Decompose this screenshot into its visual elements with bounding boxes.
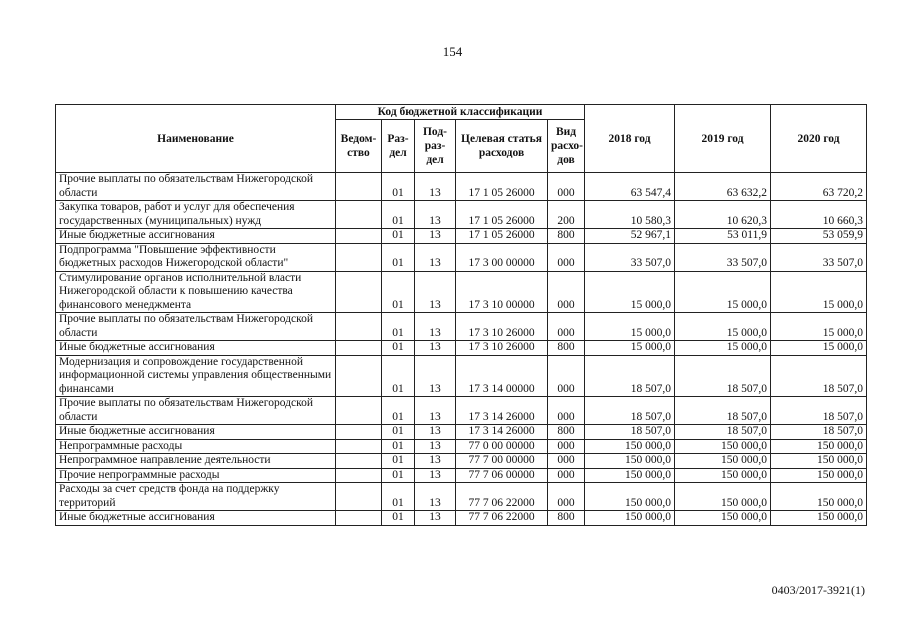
- row-podrazdel: 13: [415, 483, 456, 511]
- row-2020: 18 507,0: [771, 397, 867, 425]
- row-2019: 33 507,0: [675, 243, 771, 271]
- row-name: Иные бюджетные ассигнования: [56, 229, 336, 244]
- row-target: 17 3 14 00000: [456, 355, 548, 397]
- header-code-group: Код бюджетной классификации: [336, 105, 585, 120]
- table-row: [56, 468, 867, 483]
- table-row: [56, 173, 867, 201]
- row-2020: 15 000,0: [771, 271, 867, 313]
- row-razdel: 01: [382, 439, 415, 454]
- row-vid: 000: [548, 454, 585, 469]
- row-target: 17 1 05 26000: [456, 229, 548, 244]
- row-2020: 18 507,0: [771, 355, 867, 397]
- row-2020: 33 507,0: [771, 243, 867, 271]
- row-2020: 150 000,0: [771, 511, 867, 526]
- row-2020: 18 507,0: [771, 425, 867, 440]
- row-podrazdel: 13: [415, 355, 456, 397]
- row-2019: 10 620,3: [675, 201, 771, 229]
- row-2020: 15 000,0: [771, 341, 867, 356]
- row-vedomstvo: [336, 243, 382, 271]
- row-razdel: 01: [382, 454, 415, 469]
- row-podrazdel: 13: [415, 454, 456, 469]
- row-2019: 53 011,9: [675, 229, 771, 244]
- row-vedomstvo: [336, 201, 382, 229]
- row-vid: 000: [548, 468, 585, 483]
- header-vedomstvo: Ведом-ство: [336, 120, 382, 173]
- row-2019: 150 000,0: [675, 439, 771, 454]
- row-razdel: 01: [382, 425, 415, 440]
- row-2018: 150 000,0: [585, 511, 675, 526]
- row-2018: 18 507,0: [585, 425, 675, 440]
- row-name: Прочие непрограммные расходы: [56, 468, 336, 483]
- row-razdel: 01: [382, 243, 415, 271]
- table-row: [56, 243, 867, 271]
- row-2019: 150 000,0: [675, 483, 771, 511]
- row-2019: 150 000,0: [675, 511, 771, 526]
- row-2018: 150 000,0: [585, 454, 675, 469]
- row-2019: 15 000,0: [675, 341, 771, 356]
- table-row: [56, 229, 867, 244]
- row-2018: 150 000,0: [585, 468, 675, 483]
- table-row: [56, 511, 867, 526]
- row-2018: 150 000,0: [585, 439, 675, 454]
- row-vedomstvo: [336, 397, 382, 425]
- row-2019: 15 000,0: [675, 313, 771, 341]
- table-header: [56, 105, 867, 173]
- row-podrazdel: 13: [415, 341, 456, 356]
- table-row: [56, 425, 867, 440]
- row-2018: 18 507,0: [585, 355, 675, 397]
- table-row: [56, 439, 867, 454]
- row-name: Непрограммные расходы: [56, 439, 336, 454]
- row-vid: 000: [548, 355, 585, 397]
- table-row: [56, 355, 867, 397]
- row-razdel: 01: [382, 271, 415, 313]
- row-vid: 800: [548, 341, 585, 356]
- row-vedomstvo: [336, 439, 382, 454]
- row-2019: 63 632,2: [675, 173, 771, 201]
- row-target: 17 1 05 26000: [456, 173, 548, 201]
- row-vedomstvo: [336, 341, 382, 356]
- row-target: 17 3 14 26000: [456, 397, 548, 425]
- row-2019: 150 000,0: [675, 468, 771, 483]
- row-2018: 52 967,1: [585, 229, 675, 244]
- row-2018: 15 000,0: [585, 271, 675, 313]
- row-target: 17 3 10 00000: [456, 271, 548, 313]
- header-vid: Вид расхо-дов: [548, 120, 585, 173]
- row-2020: 150 000,0: [771, 454, 867, 469]
- row-target: 17 3 10 26000: [456, 341, 548, 356]
- row-2020: 10 660,3: [771, 201, 867, 229]
- row-vid: 000: [548, 243, 585, 271]
- row-podrazdel: 13: [415, 313, 456, 341]
- row-vedomstvo: [336, 483, 382, 511]
- row-podrazdel: 13: [415, 439, 456, 454]
- row-podrazdel: 13: [415, 271, 456, 313]
- row-podrazdel: 13: [415, 173, 456, 201]
- row-vid: 000: [548, 271, 585, 313]
- header-podrazdel: Под-раз-дел: [415, 120, 456, 173]
- row-razdel: 01: [382, 201, 415, 229]
- row-target: 77 0 00 00000: [456, 439, 548, 454]
- row-razdel: 01: [382, 511, 415, 526]
- row-2018: 10 580,3: [585, 201, 675, 229]
- row-podrazdel: 13: [415, 397, 456, 425]
- row-2019: 18 507,0: [675, 355, 771, 397]
- row-podrazdel: 13: [415, 243, 456, 271]
- row-name: Прочие выплаты по обязательствам Нижегородской области: [56, 313, 336, 341]
- row-2018: 63 547,4: [585, 173, 675, 201]
- row-vedomstvo: [336, 355, 382, 397]
- row-vedomstvo: [336, 425, 382, 440]
- page-number: 154: [442, 44, 463, 59]
- row-target: 17 3 14 26000: [456, 425, 548, 440]
- row-2019: 18 507,0: [675, 397, 771, 425]
- row-vedomstvo: [336, 229, 382, 244]
- row-2018: 150 000,0: [585, 483, 675, 511]
- row-2018: 15 000,0: [585, 313, 675, 341]
- row-vedomstvo: [336, 468, 382, 483]
- row-podrazdel: 13: [415, 201, 456, 229]
- row-razdel: 01: [382, 229, 415, 244]
- header-target: Целевая статья расходов: [456, 120, 548, 173]
- row-name: Закупка товаров, работ и услуг для обеспечения государственных (муниципальных) нужд: [56, 201, 336, 229]
- row-vid: 800: [548, 511, 585, 526]
- row-vid: 000: [548, 483, 585, 511]
- row-vid: 000: [548, 313, 585, 341]
- row-target: 17 3 00 00000: [456, 243, 548, 271]
- row-2020: 15 000,0: [771, 313, 867, 341]
- row-vedomstvo: [336, 173, 382, 201]
- header-name: Наименование: [56, 105, 336, 173]
- row-podrazdel: 13: [415, 511, 456, 526]
- table-body: [56, 173, 867, 526]
- budget-table: [55, 104, 867, 526]
- header-razdel: Раз-дел: [382, 120, 415, 173]
- table-row: [56, 454, 867, 469]
- row-2019: 15 000,0: [675, 271, 771, 313]
- row-podrazdel: 13: [415, 468, 456, 483]
- row-2019: 18 507,0: [675, 425, 771, 440]
- row-target: 77 7 00 00000: [456, 454, 548, 469]
- row-2020: 150 000,0: [771, 483, 867, 511]
- row-name: Непрограммное направление деятельности: [56, 454, 336, 469]
- row-razdel: 01: [382, 468, 415, 483]
- row-name: Иные бюджетные ассигнования: [56, 511, 336, 526]
- row-razdel: 01: [382, 313, 415, 341]
- row-target: 77 7 06 00000: [456, 468, 548, 483]
- row-vid: 000: [548, 173, 585, 201]
- table-row: [56, 397, 867, 425]
- table-row: [56, 201, 867, 229]
- row-name: Иные бюджетные ассигнования: [56, 341, 336, 356]
- header-2018: 2018 год: [585, 105, 675, 173]
- table-row: [56, 271, 867, 313]
- row-razdel: 01: [382, 341, 415, 356]
- document-number: 0403/2017-3921(1): [771, 583, 865, 597]
- row-vedomstvo: [336, 271, 382, 313]
- row-target: 17 3 10 26000: [456, 313, 548, 341]
- table-row: [56, 341, 867, 356]
- row-name: Прочие выплаты по обязательствам Нижегородской области: [56, 173, 336, 201]
- row-vid: 200: [548, 201, 585, 229]
- row-name: Иные бюджетные ассигнования: [56, 425, 336, 440]
- row-2020: 150 000,0: [771, 468, 867, 483]
- row-2018: 15 000,0: [585, 341, 675, 356]
- row-2020: 63 720,2: [771, 173, 867, 201]
- row-target: 77 7 06 22000: [456, 511, 548, 526]
- row-2020: 150 000,0: [771, 439, 867, 454]
- row-name: Стимулирование органов исполнительной власти Нижегородской области к повышению качества финансового менеджмента: [56, 271, 336, 313]
- row-vedomstvo: [336, 454, 382, 469]
- table-row: [56, 313, 867, 341]
- row-name: Модернизация и сопровождение государственной информационной системы управления общественными финансами: [56, 355, 336, 397]
- row-razdel: 01: [382, 483, 415, 511]
- row-podrazdel: 13: [415, 425, 456, 440]
- row-vid: 800: [548, 425, 585, 440]
- row-2018: 18 507,0: [585, 397, 675, 425]
- row-name: Расходы за счет средств фонда на поддержку территорий: [56, 483, 336, 511]
- row-razdel: 01: [382, 355, 415, 397]
- row-vid: 000: [548, 397, 585, 425]
- row-2018: 33 507,0: [585, 243, 675, 271]
- row-razdel: 01: [382, 397, 415, 425]
- header-2019: 2019 год: [675, 105, 771, 173]
- row-podrazdel: 13: [415, 229, 456, 244]
- row-vedomstvo: [336, 511, 382, 526]
- row-target: 17 1 05 26000: [456, 201, 548, 229]
- row-name: Прочие выплаты по обязательствам Нижегородской области: [56, 397, 336, 425]
- row-vedomstvo: [336, 313, 382, 341]
- row-name: Подпрограмма "Повышение эффективности бюджетных расходов Нижегородской области": [56, 243, 336, 271]
- row-2020: 53 059,9: [771, 229, 867, 244]
- row-vid: 000: [548, 439, 585, 454]
- row-target: 77 7 06 22000: [456, 483, 548, 511]
- row-2019: 150 000,0: [675, 454, 771, 469]
- row-vid: 800: [548, 229, 585, 244]
- header-2020: 2020 год: [771, 105, 867, 173]
- row-razdel: 01: [382, 173, 415, 201]
- table-row: [56, 483, 867, 511]
